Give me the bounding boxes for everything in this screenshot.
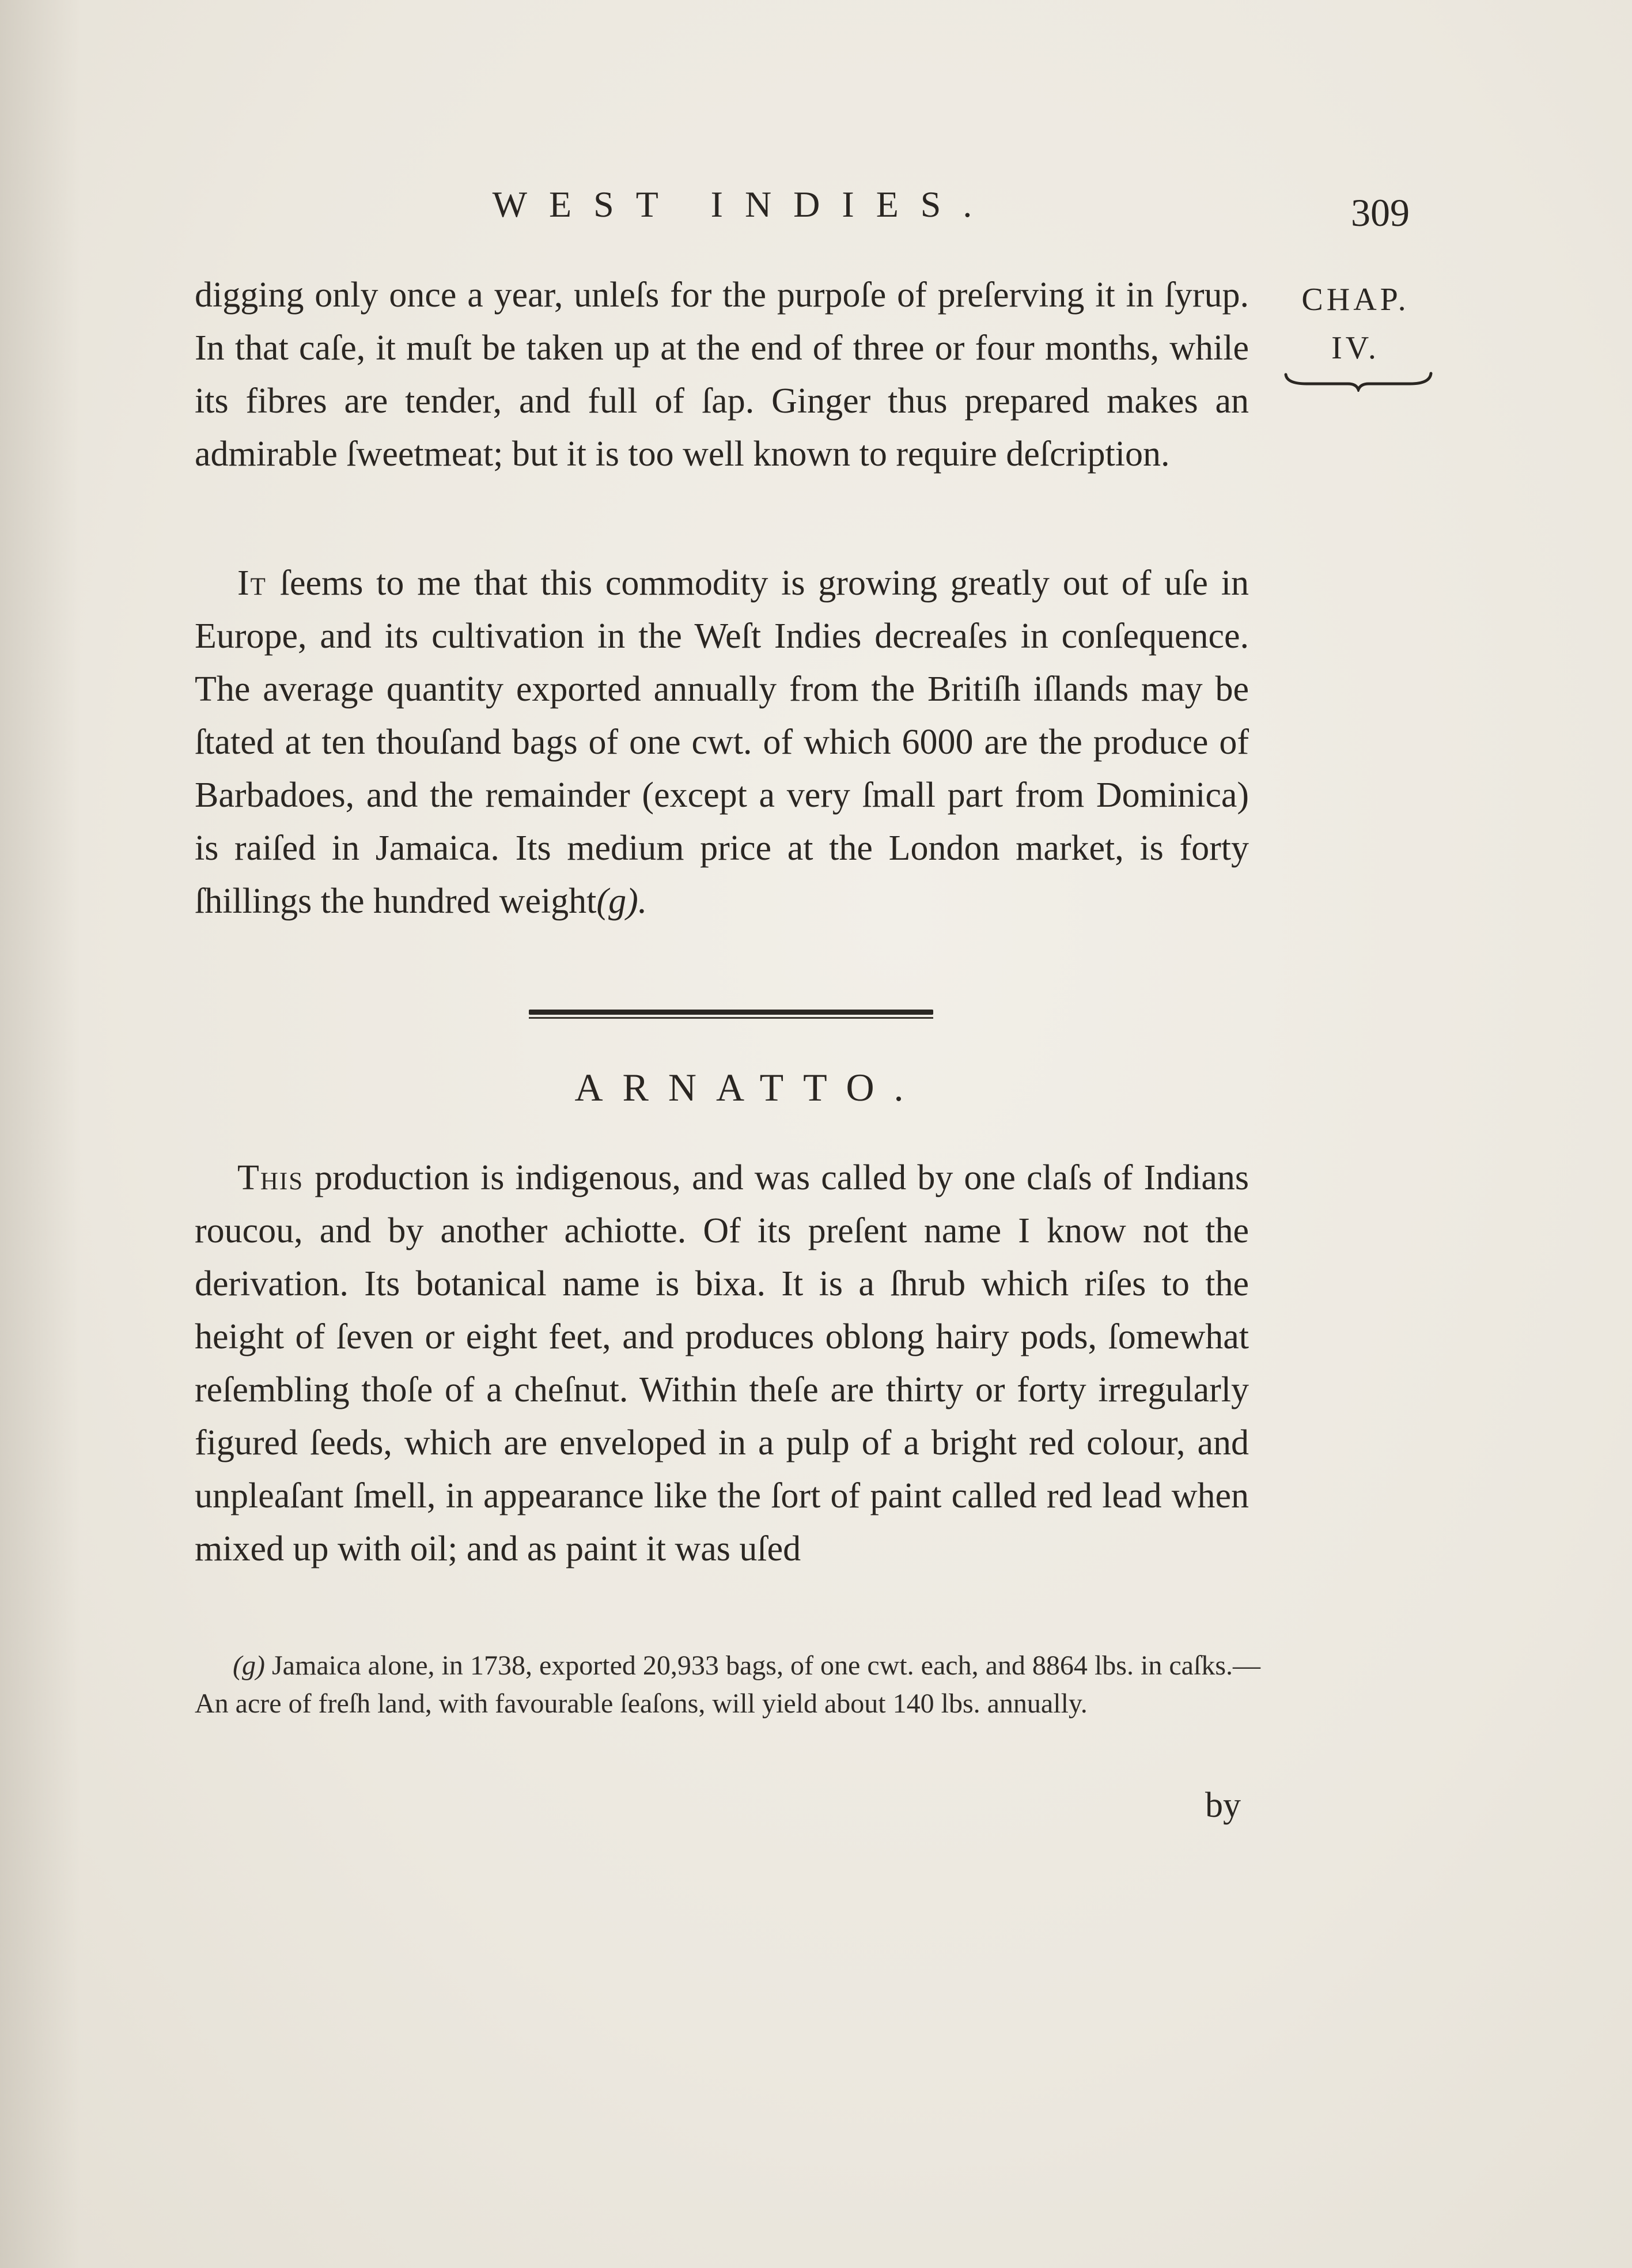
text-line: called red lead when mixed up with oil; and as paint it was uſed bbox=[195, 1476, 1249, 1568]
gutter-shadow bbox=[0, 0, 81, 2268]
text-line: and unpleaſant ſmell, in appearance like the ſort of paint bbox=[195, 1423, 1249, 1515]
paragraph-arnatto bbox=[195, 1151, 1249, 1575]
text-line: is forty ſhillings the hundred weight bbox=[195, 829, 1249, 921]
catchword: by bbox=[1205, 1786, 1241, 1825]
chapter-label: CHAP. bbox=[1301, 282, 1410, 317]
divider-thick bbox=[529, 1010, 933, 1015]
footnote-marker: (g) bbox=[233, 1650, 265, 1681]
text-line: is raiſed in Jamaica. Its medium price at the London market, bbox=[195, 829, 1124, 868]
text-line: digging only once a year, unleſs for the purpoſe of preſerving bbox=[195, 275, 1085, 315]
text-line: of Indians roucou, and by another achiotte. Of its preſent bbox=[195, 1158, 1249, 1250]
text-line: ſeeds, which are enveloped in a pulp of a bright red colour, bbox=[310, 1423, 1186, 1462]
text-line: bags of one cwt. of which 6000 are the produce of Barbadoes, bbox=[195, 723, 1249, 815]
text-line: and the remainder (except a very ſmall part from Dominica) bbox=[366, 776, 1249, 815]
text-line: annually from the Britiſh iſlands may be ſtated at ten thouſand bbox=[195, 670, 1249, 762]
text-line: three or four months, while its fibres are tender, and full of bbox=[195, 328, 1249, 421]
lead-word: It bbox=[237, 564, 267, 603]
text-line: ſap. Ginger thus prepared makes an admirable ſweetmeat; bbox=[195, 381, 1249, 474]
text-line: ſeems to me that this commodity is growing greatly bbox=[266, 564, 1050, 603]
chapter-margin-note bbox=[1278, 275, 1433, 372]
text-line: of a cheſnut. Within theſe are thirty or forty irregularly figured bbox=[195, 1370, 1249, 1462]
text-line: but it is too well known to require deſcription. bbox=[512, 434, 1170, 474]
section-divider-rule bbox=[529, 1010, 933, 1019]
text-line: name I know not the derivation. Its botanical name is bixa. bbox=[195, 1211, 1249, 1303]
chapter-number: IV. bbox=[1331, 330, 1380, 366]
text-line: production is indigenous, and was called by one claſs bbox=[304, 1158, 1092, 1197]
text-line: it in ſyrup. In that caſe, it muſt be taken up at the end of bbox=[195, 275, 1249, 368]
lead-word: This bbox=[237, 1158, 304, 1197]
running-title: WEST INDIES. bbox=[492, 184, 994, 225]
text-line: and produces oblong hairy pods, ſomewhat reſembling thoſe bbox=[195, 1317, 1249, 1409]
text-line: out of uſe in Europe, and its cultivation in the Weſt Indies bbox=[195, 564, 1249, 656]
text-line: It is a ſhrub which riſes to the height of ſeven or eight feet, bbox=[195, 1264, 1249, 1356]
text-line: decreaſes in conſequence. The average quantity exported bbox=[195, 617, 1249, 709]
section-title: ARNATTO. bbox=[574, 1065, 923, 1109]
paragraph-ginger-exports bbox=[195, 557, 1249, 928]
brace-ornament bbox=[1283, 369, 1433, 392]
footnote bbox=[195, 1647, 1260, 1723]
footnote-text: Jamaica alone, in 1738, exported 20,933 bags, of one cwt. each, and 8864 lbs. in caſks.—An acre of freſh land, with favourable ſeaſons, will yield about 140 lbs. annually. bbox=[195, 1650, 1260, 1719]
paragraph-ginger-preparation bbox=[195, 269, 1249, 481]
footnote-reference: (g). bbox=[596, 882, 648, 921]
page-number: 309 bbox=[1351, 191, 1410, 235]
divider-thin bbox=[529, 1017, 933, 1019]
